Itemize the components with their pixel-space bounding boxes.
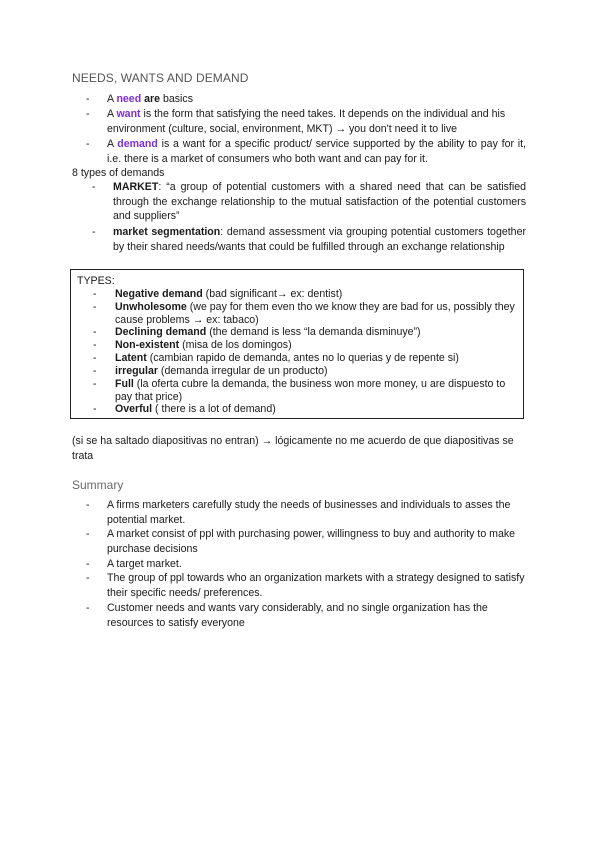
type-text: (we pay for them even tho we know they are bad for us, possibly they cause problems → ex: tabaco)	[115, 301, 515, 326]
bullet-dash: -	[93, 378, 97, 390]
type-term: Non-existent	[115, 339, 180, 351]
bullet-dash: -	[93, 365, 97, 377]
bullet-dash: -	[92, 181, 96, 193]
bullet-text: A	[107, 93, 117, 105]
type-term: Overful	[115, 403, 153, 415]
bullet-text: is a want for a specific product/ service supported by the ability to pay for it, i.e. there is a market of consumers who both want and can pay for it.	[107, 138, 526, 165]
highlight-term: want	[116, 108, 141, 120]
summary-text: A firms marketers carefully study the needs of businesses and individuals to asses the potential market.	[107, 499, 511, 526]
type-term: Full	[115, 378, 134, 390]
bullet-dash: -	[92, 226, 96, 238]
definition-text: : “a group of potential customers with a shared need that can be satisfied through the exchange relationship to the mutual satisfaction of the potential customers and suppliers”	[113, 181, 526, 223]
type-text: ( there is a lot of demand)	[152, 403, 276, 415]
definition-term: market segmentation	[113, 226, 221, 238]
type-text: (la oferta cubre la demanda, the business won more money, u are dispuesto to pay that price)	[115, 378, 506, 403]
bullet-dash: -	[93, 301, 97, 313]
bullet-dash: -	[86, 602, 90, 614]
types-box	[70, 269, 524, 419]
bullet-dash: -	[93, 352, 97, 364]
bullet-dash: -	[86, 93, 90, 105]
definition-term: MARKET	[113, 181, 159, 193]
bullet-dash: -	[86, 558, 90, 570]
type-text: (the demand is less “la demanda disminuye”)	[206, 326, 421, 338]
summary-text: A target market.	[107, 558, 182, 570]
type-text: (cambian rapido de demanda, antes no lo querias y de repente si)	[146, 352, 459, 364]
bullet-text: is the form that satisfying the need takes. It depends on the individual and his environment (culture, social, environment, MKT) → you don't need it to live	[107, 108, 506, 135]
summary-heading: Summary	[72, 478, 124, 492]
bullet-text: basics	[160, 93, 194, 105]
types-intro: 8 types of demands	[72, 167, 165, 179]
bullet-dash: -	[86, 528, 90, 540]
type-term: Latent	[115, 352, 147, 364]
bullet-dash: -	[93, 326, 97, 338]
summary-text: Customer needs and wants vary considerably, and no single organization has the resources to satisfy everyone	[107, 602, 488, 629]
summary-text: A market consist of ppl with purchasing power, willingness to buy and authority to make purchase decisions	[107, 528, 516, 555]
page-title: NEEDS, WANTS AND DEMAND	[72, 71, 249, 85]
highlight-term: demand	[117, 138, 158, 150]
type-text: (misa de los domingos)	[179, 339, 292, 351]
definition-text: : demand assessment via grouping potential customers together by their shared needs/wants that could be fulfilled through an exchange relationship	[113, 226, 526, 253]
type-text: (bad significant→ ex: dentist)	[202, 288, 343, 300]
note-paragraph: (si se ha saltado diapositivas no entran) → lógicamente no me acuerdo de que diapositivas se trata	[72, 435, 514, 462]
bullet-dash: -	[93, 339, 97, 351]
bullet-dash: -	[93, 403, 97, 415]
bullet-dash: -	[86, 108, 90, 120]
bullet-dash: -	[86, 138, 90, 150]
type-term: Unwholesome	[115, 301, 187, 313]
bullet-text: A	[107, 108, 117, 120]
summary-text: The group of ppl towards who an organization markets with a strategy designed to satisfy their specific needs/ preferences.	[107, 572, 525, 599]
list-item	[86, 137, 526, 167]
highlight-term: need	[116, 93, 142, 105]
type-term: Declining demand	[115, 326, 207, 338]
types-box-title: TYPES:	[77, 275, 115, 287]
bullet-dash: -	[86, 499, 90, 511]
bullet-text: A	[107, 138, 118, 150]
bullet-dash: -	[86, 572, 90, 584]
bold-word: are	[141, 93, 161, 105]
list-item	[86, 107, 526, 137]
bullet-dash: -	[93, 288, 97, 300]
type-term: Negative demand	[115, 288, 203, 300]
type-text: (demanda irregular de un producto)	[157, 365, 328, 377]
type-term: irregular	[115, 365, 158, 377]
